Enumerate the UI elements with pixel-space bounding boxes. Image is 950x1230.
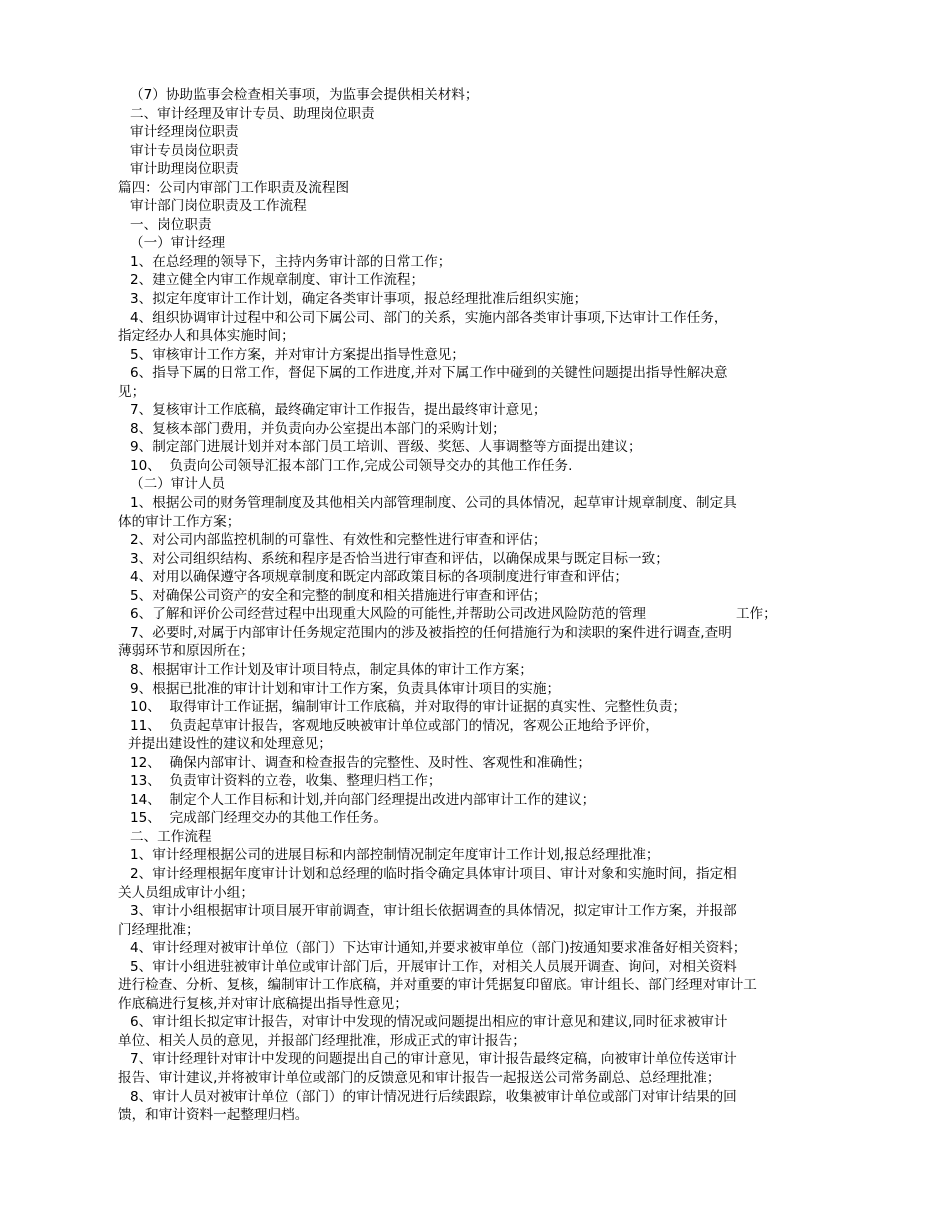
line-text: 12、 确保内部审计、调查和检查报告的完整性、及时性、客观性和准确性； [130, 754, 591, 771]
text-line [130, 234, 950, 253]
text-line [130, 475, 950, 494]
line-text: 审计经理岗位职责 [130, 124, 239, 141]
line-text: 6、审计组长拟定审计报告，对审计中发现的情况或问题提出相应的审计意见和建议,同时征求被审计 [130, 1014, 728, 1031]
line-text: 1、根据公司的财务管理制度及其他相关内部管理制度、公司的具体情况，起草审计规章制度、制定具 [130, 495, 737, 512]
text-line [130, 271, 950, 290]
text-line [130, 160, 950, 179]
text-line [130, 717, 950, 736]
line-text: 指定经办人和具体实施时间； [118, 328, 295, 345]
line-text: 11、 负责起草审计报告，客观地反映被审计单位或部门的情况，客观公正地给予评价， [130, 717, 659, 734]
line-text: 2、审计经理根据年度审计计划和总经理的临时指令确定具体审计项目、审计对象和实施时间，指定相 [130, 865, 737, 882]
line-text: 7、必要时,对属于内部审计任务规定范围内的涉及被指控的任何措施行为和渎职的案件进行调查,查明 [130, 624, 732, 641]
document-page [0, 86, 950, 1125]
text-line [130, 939, 950, 958]
line-text: 5、审核审计工作方案，并对审计方案提出指导性意见； [130, 346, 465, 363]
text-line [130, 772, 950, 791]
line-text: 报告、审计建议,并将被审计单位或部门的反馈意见和审计报告一起报送公司常务副总、总经理批准； [118, 1069, 721, 1086]
text-line [130, 364, 950, 383]
text-line [130, 828, 950, 847]
line-text: 并提出建设性的建议和处理意见； [128, 736, 332, 753]
line-text: 审计部门岗位职责及工作流程 [130, 198, 307, 215]
line-text: 进行检查、分析、复核，编制审计工作底稿，并对重要的审计凭据复印留底。审计组长、部门经理对审计工 [118, 977, 757, 994]
text-line [130, 86, 950, 105]
text-line [130, 531, 950, 550]
line-text: 3、审计小组根据审计项目展开审前调查，审计组长依据调查的具体情况，拟定审计工作方案，并报部 [130, 903, 737, 920]
line-text: 4、对用以确保遵守各项规章制度和既定内部政策目标的各项制度进行审查和评估； [130, 569, 629, 586]
text-line [130, 1013, 950, 1032]
text-line [130, 809, 950, 828]
line-text: 3、对公司组织结构、系统和程序是否恰当进行审查和评估，以确保成果与既定目标一致； [130, 550, 669, 567]
text-line [130, 754, 950, 773]
text-line [130, 958, 950, 977]
text-line [130, 661, 950, 680]
line-text: 2、对公司内部监控机制的可靠性、有效性和完整性进行审查和评估； [130, 532, 547, 549]
line-text: 关人员组成审计小组； [118, 884, 254, 901]
line-text: 4、审计经理对被审计单位（部门）下达审计通知,并要求被审单位（部门)按通知要求准备好相关资料； [130, 940, 747, 957]
text-line [130, 902, 950, 921]
line-text: 8、审计人员对被审计单位（部门）的审计情况进行后续跟踪，收集被审计单位或部门对审计结果的回 [130, 1088, 737, 1105]
line-text: 1、审计经理根据公司的进展目标和内部控制情况制定年度审计工作计划,报总经理批准； [130, 847, 660, 864]
text-line [130, 568, 950, 587]
text-line [130, 142, 950, 161]
line-text: （二）审计人员 [130, 476, 226, 493]
text-line [118, 1069, 950, 1088]
text-line [118, 327, 950, 346]
line-text: 见； [118, 383, 146, 400]
text-line [118, 995, 950, 1014]
line-text: 10、 取得审计工作证据，编制审计工作底稿，并对取得的审计证据的真实性、完整性负责； [130, 699, 687, 716]
line-text: 15、 完成部门经理交办的其他工作任务。 [130, 810, 388, 827]
text-line [130, 680, 950, 699]
text-line [128, 735, 950, 754]
text-line [130, 216, 950, 235]
line-text: 馈，和审计资料一起整理归档。 [118, 1107, 309, 1124]
text-line [130, 290, 950, 309]
text-line [130, 123, 950, 142]
line-text: 作底稿进行复核,并对审计底稿提出指导性意见； [118, 995, 408, 1012]
text-line [130, 438, 950, 457]
text-line [130, 624, 950, 643]
text-line [130, 587, 950, 606]
line-text: 一、岗位职责 [130, 216, 212, 233]
text-line [130, 401, 950, 420]
line-text: （一）审计经理 [130, 235, 226, 252]
text-line [130, 1050, 950, 1069]
line-text: 体的审计工作方案； [118, 513, 241, 530]
line-text: 单位、相关人员的意见，并报部门经理批准，形成正式的审计报告； [118, 1032, 526, 1049]
text-line [118, 976, 950, 995]
line-text: 1、在总经理的领导下，主持内务审计部的日常工作； [130, 253, 452, 270]
line-text: 二、工作流程 [130, 828, 212, 845]
line-text: 14、 制定个人工作目标和计划,并向部门经理提出改进内部审计工作的建议； [130, 791, 596, 808]
text-line [118, 1106, 950, 1125]
text-line [130, 309, 950, 328]
line-text: 9、制定部门进展计划并对本部门员工培训、晋级、奖惩、人事调整等方面提出建议； [130, 439, 642, 456]
text-line [130, 105, 950, 124]
text-line [130, 346, 950, 365]
text-line [130, 865, 950, 884]
line-text: 13、 负责审计资料的立卷，收集、整理归档工作； [130, 773, 442, 790]
text-line [130, 791, 950, 810]
text-line [130, 457, 950, 476]
line-text: 薄弱环节和原因所在； [118, 643, 254, 660]
text-line [118, 921, 950, 940]
line-text: 2、建立健全内审工作规章制度、审计工作流程； [130, 272, 425, 289]
text-line [130, 846, 950, 865]
text-line [130, 253, 950, 272]
text-line [118, 383, 950, 402]
text-line [130, 698, 950, 717]
line-text: 5、审计小组进驻被审计单位或审计部门后，开展审计工作，对相关人员展开调查、询问，对相关资料 [130, 958, 737, 975]
line-text: 门经理批准； [118, 921, 200, 938]
line-text: 3、拟定年度审计工作计划，确定各类审计事项，报总经理批准后组织实施； [130, 291, 588, 308]
line-text: 二、审计经理及审计专员、助理岗位职责 [130, 105, 375, 122]
text-line [130, 494, 950, 513]
line-tail-text: 工作； [735, 606, 777, 623]
text-line [130, 197, 950, 216]
text-line [118, 179, 950, 198]
line-text: 10、 负责向公司领导汇报本部门工作,完成公司领导交办的其他工作任务. [130, 457, 573, 474]
text-line [130, 1088, 950, 1107]
text-line [118, 884, 950, 903]
line-text: 6、指导下属的日常工作，督促下属的工作进度,并对下属工作中碰到的关键性问题提出指导性解决意 [130, 365, 728, 382]
line-text: 审计专员岗位职责 [130, 142, 239, 159]
line-text: 7、审计经理针对审计中发现的问题提出自己的审计意见，审计报告最终定稿，向被审计单位传送审计 [130, 1051, 737, 1068]
line-text: 9、根据已批准的审计计划和审计工作方案，负责具体审计项目的实施； [130, 680, 561, 697]
line-text: 审计助理岗位职责 [130, 161, 239, 178]
line-text: 篇四：公司内审部门工作职责及流程图 [118, 179, 350, 196]
line-text: 7、复核审计工作底稿，最终确定审计工作报告，提出最终审计意见； [130, 402, 547, 419]
text-line [118, 642, 950, 661]
text-line [130, 550, 950, 569]
line-text: （7）协助监事会检查相关事项，为监事会提供相关材料； [130, 87, 479, 103]
text-line [130, 420, 950, 439]
line-text: 8、根据审计工作计划及审计项目特点，制定具体的审计工作方案； [130, 661, 533, 678]
line-text: 8、复核本部门费用，并负责向办公室提出本部门的采购计划； [130, 420, 506, 437]
text-line [118, 1032, 950, 1051]
text-line [118, 513, 950, 532]
text-line [130, 605, 950, 624]
line-text: 4、组织协调审计过程中和公司下属公司、部门的关系，实施内部各类审计事项,下达审计工作任务， [130, 309, 728, 326]
line-text: 5、对确保公司资产的安全和完整的制度和相关措施进行审查和评估； [130, 587, 547, 604]
line-text: 6、了解和评价公司经营过程中出现重大风险的可能性,并帮助公司改进风险防范的管理 [130, 606, 646, 623]
